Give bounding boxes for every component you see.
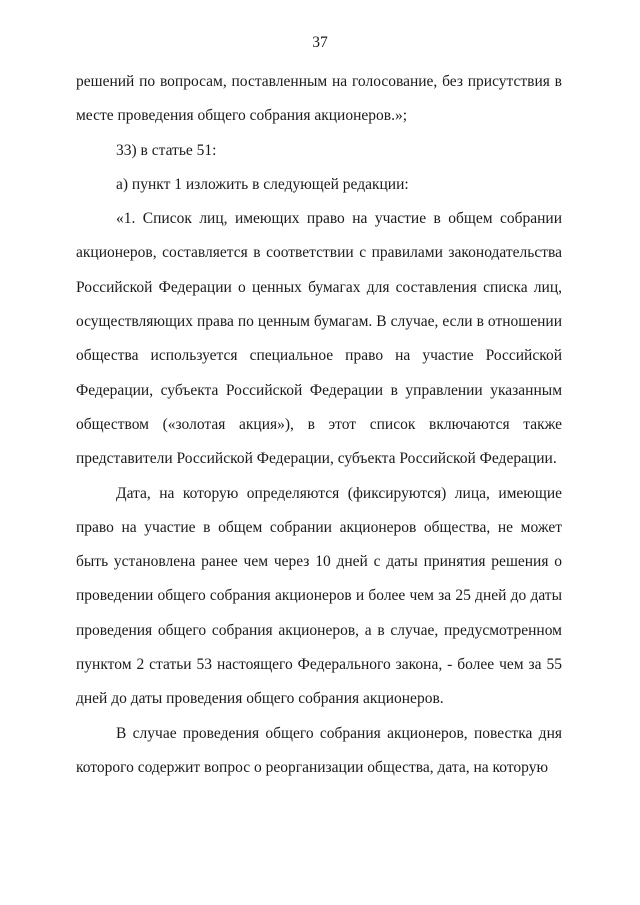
- paragraph-record-date: Дата, на которую определяются (фиксируются) лица, имеющие право на участие в общем собрании акционеров общества, не может быть установлена ранее чем через 10 дней с даты принятия решения о проведении общего собрания акционеров и более чем за 25 дней до даты проведения общего собрания акционеров, а в случае, предусмотренном пунктом 2 статьи 53 настоящего Федерального закона, - более чем за 55 дней до даты проведения общего собрания акционеров.: [76, 484, 562, 708]
- document-body: [76, 65, 562, 785]
- page-number: 37: [312, 34, 328, 51]
- paragraph-reorganization: В случае проведения общего собрания акционеров, повестка дня которого содержит вопрос о реорганизации общества, дата, на которую: [76, 724, 562, 776]
- paragraph-continuation: решений по вопросам, поставленным на голосование, без присутствия в месте проведения общего собрания акционеров.»;: [76, 73, 562, 125]
- paragraph-item-33: 33) в статье 51:: [116, 141, 217, 159]
- paragraph-subitem-a: а) пункт 1 изложить в следующей редакции:: [116, 175, 409, 193]
- paragraph-quoted-point-1: «1. Список лиц, имеющих право на участие в общем собрании акционеров, составляется в соответствии с правилами законодательства Российской Федерации о ценных бумагах для составления списка лиц, осуществляющих права по ценным бумагам. В случае, если в отношении общества используется специальное право на участие Российской Федерации, субъекта Российской Федерации в управлении указанным обществом («золотая акция»), в этот список включаются также представители Российской Федерации, субъекта Российской Федерации.: [76, 210, 562, 468]
